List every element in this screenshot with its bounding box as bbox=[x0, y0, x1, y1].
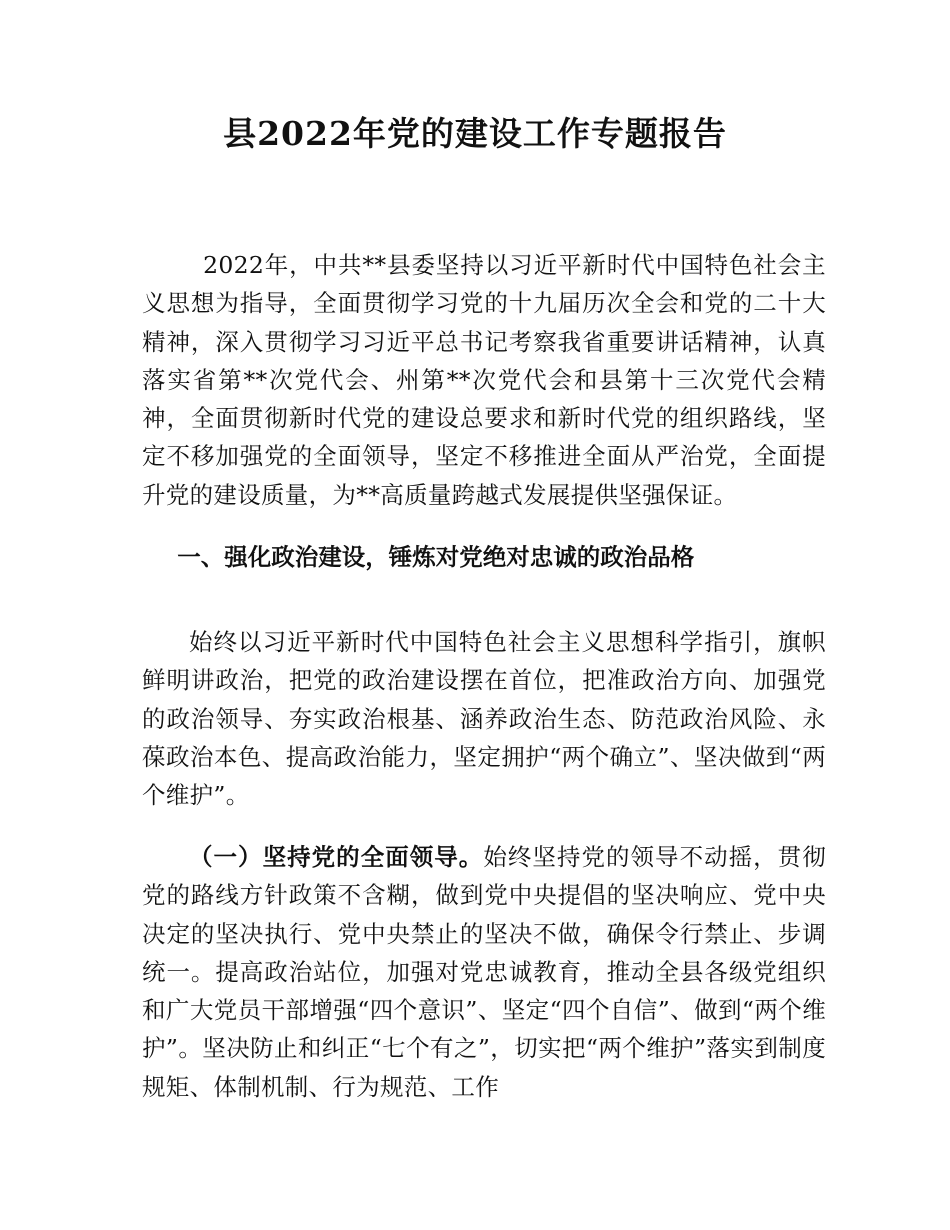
subsection-lead: （一）坚持党的全面领导。 bbox=[189, 843, 484, 871]
section-body-paragraph: 始终以习近平新时代中国特色社会主义思想科学指引，旗帜鲜明讲政治，把党的政治建设摆在首位，把准政治方向、加强党的政治领导、夯实政治根基、涵养政治生态、防范政治风险、永葆政治本色、提高政治能力，坚定拥护“两个确立”、坚决做到“两个维护”。 bbox=[142, 628, 826, 810]
document-title: 县2022年党的建设工作专题报告 bbox=[223, 114, 727, 153]
section-heading: 一、强化政治建设，锤炼对党绝对忠诚的政治品格 bbox=[177, 543, 695, 571]
intro-paragraph: 2022年，中共**县委坚持以习近平新时代中国特色社会主义思想为指导，全面贯彻学习党的十九届历次全会和党的二十大精神，深入贯彻学习习近平总书记考察我省重要讲话精神，认真落实省第**次党代会、州第**次党代会和县第十三次党代会精神，全面贯彻新时代党的建设总要求和新时代党的组织路线，坚定不移加强党的全面领导，坚定不移推进全面从严治党，全面提升党的建设质量，为**高质量跨越式发展提供坚强保证。 bbox=[142, 251, 826, 509]
subsection-body: 始终坚持党的领导不动摇，贯彻党的路线方针政策不含糊，做到党中央提倡的坚决响应、党中央决定的坚决执行、党中央禁止的坚决不做，确保令行禁止、步调统一。提高政治站位，加强对党忠诚教育，推动全县各级党组织和广大党员干部增强“四个意识”、坚定“四个自信”、做到“两个维护”。坚决防止和纠正“七个有之”，切实把“两个维护”落实到制度规矩、体制机制、行为规范、工作 bbox=[142, 843, 827, 1101]
subsection-paragraph bbox=[142, 838, 826, 1106]
